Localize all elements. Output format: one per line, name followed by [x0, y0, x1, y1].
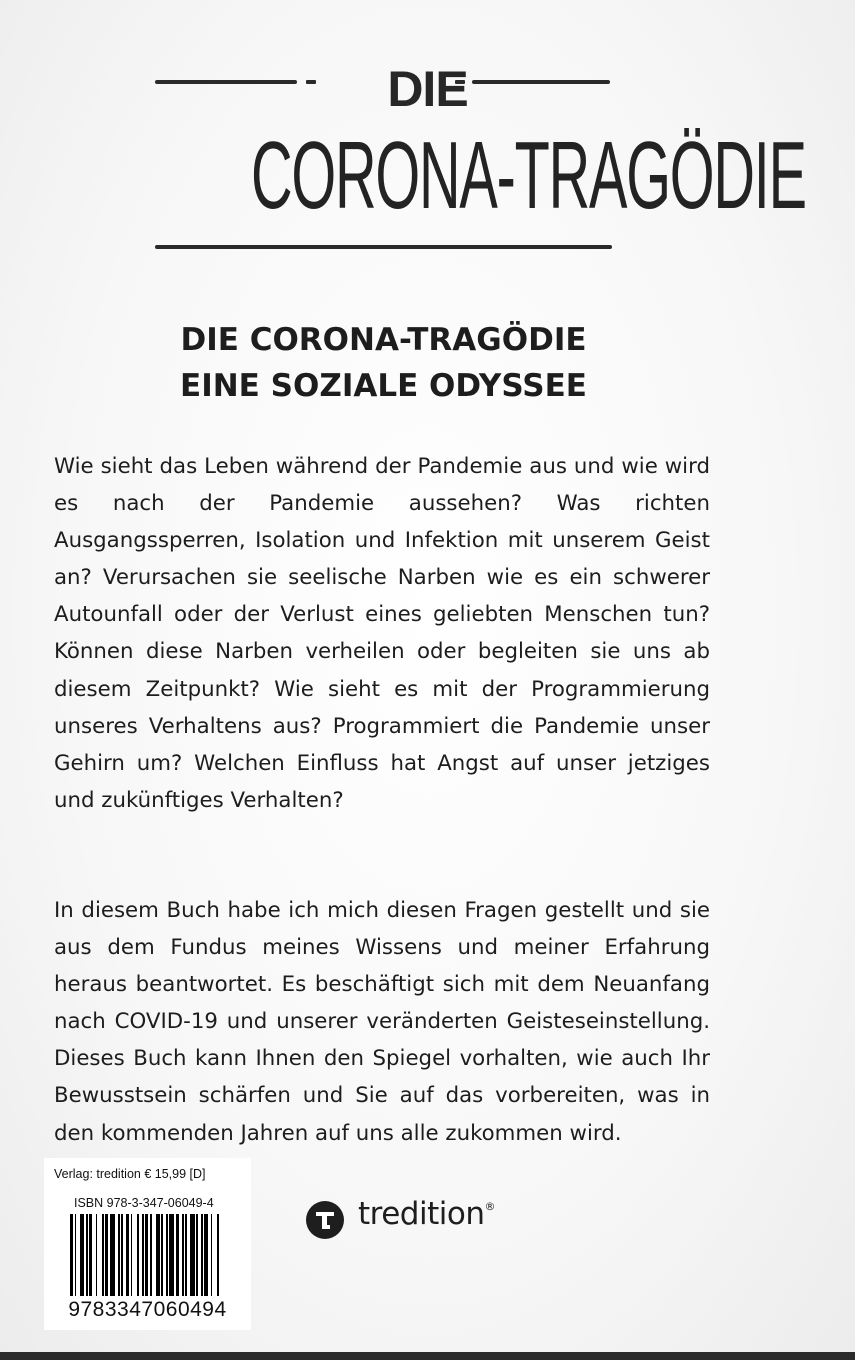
barcode-bar [142, 1214, 144, 1296]
logo-rule-bottom [155, 245, 612, 249]
barcode-bar [70, 1214, 73, 1296]
subtitle-line-2: EINE SOZIALE ODYSSEE [180, 368, 587, 404]
barcode-bar [89, 1214, 92, 1296]
barcode-bar [105, 1214, 108, 1296]
barcode-bar [204, 1214, 207, 1296]
barcode-bar [121, 1214, 123, 1296]
barcode-bar [102, 1214, 104, 1296]
registered-mark: ® [484, 1200, 495, 1213]
publisher-name [358, 1196, 495, 1232]
barcode-bar [217, 1214, 219, 1296]
tredition-logo-icon [306, 1201, 344, 1239]
barcode-bar [126, 1214, 129, 1296]
barcode-bar [96, 1214, 98, 1296]
barcode-bar [118, 1214, 120, 1296]
barcode-bar [86, 1214, 88, 1296]
barcode-bar [182, 1214, 184, 1296]
barcode-bar [150, 1214, 152, 1296]
barcode-number: 9783347060494 [68, 1298, 227, 1321]
barcode-box [44, 1158, 251, 1330]
barcode-bar [137, 1214, 139, 1296]
barcode-bar [201, 1214, 203, 1296]
bottom-edge-band [0, 1352, 855, 1360]
barcode-bar [80, 1214, 85, 1296]
blurb-paragraph-1: Wie sieht das Leben während der Pandemie aus und wie wird es nach der Pandemie aussehen? Was richten Ausgangssperren, Isolation und Infektion mit unserem Geist an? Verursachen sie seelische Narben wie es ein schwerer Autounfall oder der Verlust eines geliebten Menschen tun? Können diese Narben verheilen oder begleiten sie uns ab diesem Zeitpunkt? Wie sieht es mit der Programmierung unseres Verhaltens aus? Programmiert die Pandemie unser Gehirn um? Welchen Einfluss hat Angst auf unser jetziges und zukünftiges Verhalten? [54, 454, 710, 813]
barcode-bar [196, 1214, 198, 1296]
barcode-bar [161, 1214, 163, 1296]
barcode-publisher-price: Verlag: tredition € 15,99 [D] [54, 1167, 206, 1181]
barcode-bars [70, 1214, 228, 1296]
barcode-isbn: ISBN 978-3-347-06049-4 [74, 1196, 214, 1210]
barcode-bar [145, 1214, 148, 1296]
barcode-bar [110, 1214, 115, 1296]
barcode-bar [75, 1214, 77, 1296]
logo-title-small: DIE [387, 61, 468, 117]
barcode-bar [176, 1214, 179, 1296]
barcode-bar [169, 1214, 174, 1296]
barcode-bar [185, 1214, 187, 1296]
barcode-bar [166, 1214, 168, 1296]
barcode-bar [190, 1214, 195, 1296]
blurb-paragraph-2: In diesem Buch habe ich mich diesen Fragen gestellt und sie aus dem Fundus meines Wissens und meiner Erfahrung heraus beantwortet. Es beschäftigt sich mit dem Neuanfang nach COVID-19 und unserer veränderten Geisteseinstellung. Dieses Buch kann Ihnen den Spiegel vorhalten, wie auch Ihr Bewusstsein schärfen und Sie auf das vorbereiten, was in den kommenden Jahren auf uns alle zukommen wird. [54, 898, 710, 1146]
subtitle-line-1: DIE CORONA-TRAGÖDIE [180, 322, 587, 358]
logo-title-big: CORONA-TRAGÖDIE [251, 122, 806, 229]
publisher-name-text: tredition [358, 1196, 485, 1232]
barcode-bar [211, 1214, 213, 1296]
barcode-bar [156, 1214, 159, 1296]
barcode-bar [131, 1214, 133, 1296]
